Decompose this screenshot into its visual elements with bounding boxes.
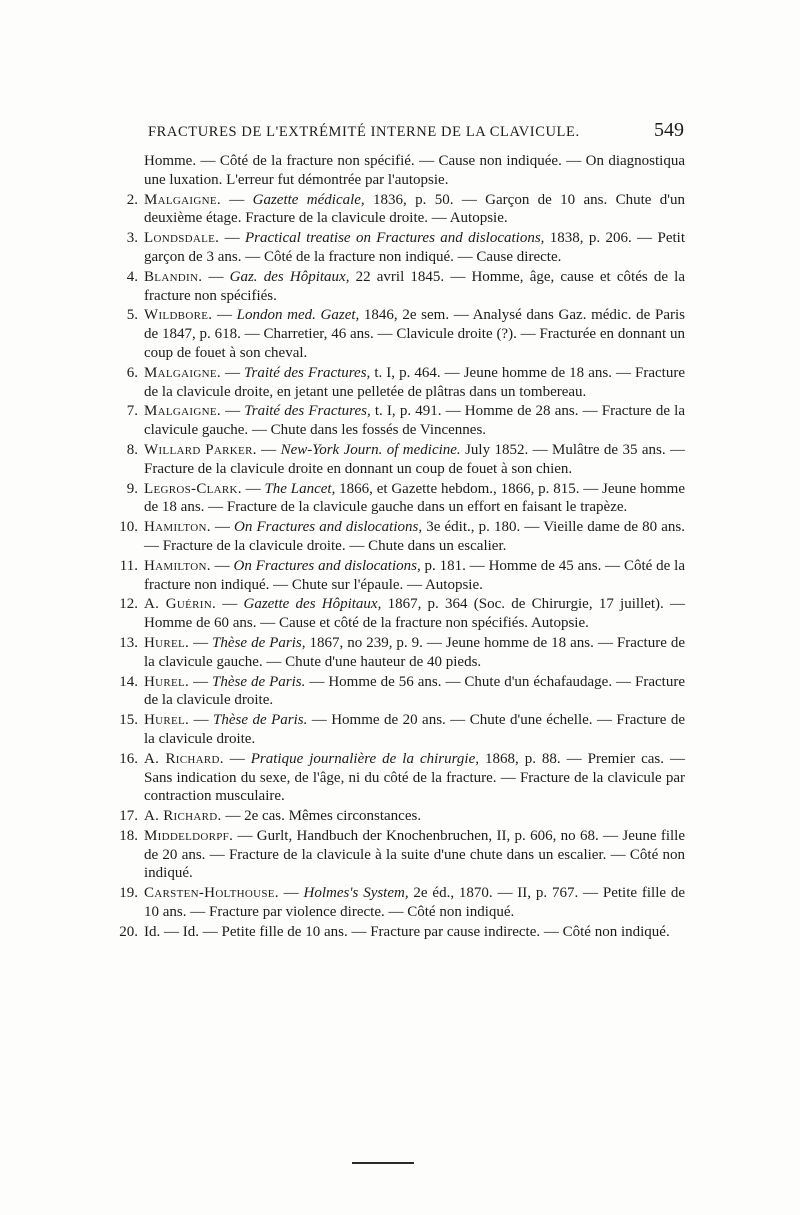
entry-author: Blandin.: [144, 268, 203, 285]
entries-container: [113, 191, 685, 942]
entry-details: 1866, et Gazette hebdom., 1866, p. 815. — Jeune homme de 18 ans. — Fracture de la clavicule gauche dans un effort en faisant le trapèze.: [144, 480, 686, 516]
entry-author: Carsten-Holthouse.: [144, 885, 279, 902]
entry-work-title: Traité des Fractures,: [244, 364, 371, 381]
entry-work-title: Traité des Fractures,: [244, 403, 371, 420]
entry-number: 11.: [119, 557, 138, 574]
entry-work-title: Gazette des Hôpitaux,: [243, 596, 382, 613]
entry-number: 10.: [119, 519, 138, 536]
entry-details: 2e cas. Mêmes circonstances.: [244, 808, 422, 825]
entry-separator: —: [210, 557, 234, 574]
entry-details: 1846, 2e sem. — Analysé dans Gaz. médic. de Paris de 1847, p. 618. — Charretier, 46 ans. — Clavicule droite (?). — Fracturée en donnant un coup de fouet à son cheval.: [144, 307, 685, 361]
entry-text: [144, 518, 685, 556]
entry-details: — Homme de 56 ans. — Chute d'un échafaudage. — Fracture de la clavicule droite.: [144, 673, 685, 709]
entry-author: Malgaigne.: [144, 191, 221, 208]
entry-separator: —: [212, 307, 237, 324]
entry-text: [144, 923, 685, 942]
list-item: [113, 229, 685, 267]
entry-author: Hamilton.: [144, 519, 211, 536]
entry-work-title: The Lancet,: [264, 480, 336, 497]
entry-details: 1867, no 239, p. 9. — Jeune homme de 18 ans. — Fracture de la clavicule gauche. — Chute d'une hauteur de 40 pieds.: [144, 634, 685, 670]
entry-text: [144, 441, 685, 479]
entry-text: [144, 306, 685, 362]
entry-work-title: Practical treatise on Fractures and dislocations,: [244, 230, 545, 247]
entry-author: Middeldorpf.: [144, 827, 234, 844]
entry-separator: —: [220, 364, 245, 381]
list-item: [113, 750, 685, 806]
list-item: [113, 595, 685, 633]
list-item: [113, 518, 685, 556]
entry-text: [144, 557, 685, 595]
list-item: [113, 268, 685, 306]
entry-author: Legros-Clark.: [144, 480, 242, 497]
entry-details: — Homme de 20 ans. — Chute d'une échelle. — Fracture de la clavicule droite.: [144, 712, 685, 747]
entry-work-title: Gazette médicale,: [252, 191, 365, 208]
entry-work-title: On Fractures and dislocations,: [234, 519, 423, 536]
entry-work-title: Pratique journalière de la chirurgie,: [250, 750, 479, 767]
entry-author: Willard Parker.: [144, 441, 257, 458]
entry-work-title: On Fractures and dislocations,: [233, 557, 421, 574]
entry-work-title: Holmes's System,: [303, 885, 409, 902]
entry-number: 16.: [119, 750, 138, 767]
entry-work-title: London med. Gazet,: [236, 307, 360, 324]
entry-work-title: New-York Journ. of medicine.: [280, 441, 461, 458]
entry-author: Hurel.: [144, 673, 190, 690]
entry-text: [144, 191, 685, 229]
entry-separator: —: [189, 673, 213, 690]
entry-separator: —: [189, 712, 214, 729]
list-item: [113, 673, 685, 711]
entry-details: 22 avril 1845. — Homme, âge, cause et côtés de la fracture non spécifiés.: [144, 268, 686, 304]
entry-author: A. Richard.: [144, 808, 222, 825]
entry-work-title: Thèse de Paris.: [213, 712, 308, 729]
entry-details: 2e éd., 1870. — II, p. 767. — Petite fille de 10 ans. — Fracture par violence directe. — Côté non indiqué.: [144, 885, 686, 921]
entry-text: [144, 364, 685, 402]
page-number: 549: [654, 119, 684, 141]
entry-separator: —: [219, 230, 245, 247]
list-item: [113, 480, 685, 518]
entry-separator: —: [210, 519, 235, 536]
list-item: [113, 441, 685, 479]
entry-author: Londsdale.: [144, 230, 220, 247]
entry-number: 6.: [126, 364, 138, 381]
entry-number: 8.: [126, 441, 138, 458]
entry-details: 1867, p. 364 (Soc. de Chirurgie, 17 juillet). — Homme de 60 ans. — Cause et côté de la fracture non spécifiés. Autopsie.: [144, 596, 686, 632]
entry-separator: —: [189, 634, 213, 651]
entry-text: [144, 634, 685, 672]
entry-author: Malgaigne.: [144, 403, 221, 420]
entry-details: 1868, p. 88. — Premier cas. — Sans indication du sexe, de l'âge, ni du côté de la fracture. — Fracture de la clavicule par contraction musculaire.: [144, 750, 686, 805]
entry-text: [144, 827, 685, 883]
entry-number: 4.: [126, 268, 138, 285]
entry-work-title: Thèse de Paris,: [212, 634, 306, 651]
entry-number: 15.: [119, 712, 138, 729]
list-item: [113, 884, 685, 922]
list-item: [113, 306, 685, 362]
list-item: [113, 364, 685, 402]
running-title: FRACTURES DE L'EXTRÉMITÉ INTERNE DE LA CLAVICULE.: [148, 124, 580, 140]
entry-text: [144, 807, 685, 826]
entry-author: A. Richard.: [144, 750, 224, 767]
entry-separator: —: [220, 191, 253, 208]
entry-details: Gurlt, Handbuch der Knochenbruchen, II, p. 606, no 68. — Jeune fille de 20 ans. — Fracture de la clavicule à la suite d'une chute dans un escalier. — Côté non indiqué.: [144, 827, 685, 882]
running-header: [148, 119, 684, 142]
entry-text: [144, 673, 685, 711]
entry-separator: —: [256, 441, 281, 458]
entry-author: Hurel.: [144, 634, 190, 651]
entry-separator: —: [216, 596, 244, 613]
entry-author: Hamilton.: [144, 557, 211, 574]
entry-author: Wildbore.: [144, 307, 213, 324]
list-item: [113, 191, 685, 229]
entry-text: [144, 402, 685, 440]
entry-text: [144, 750, 685, 806]
entry-text: [144, 229, 685, 267]
case-list: [113, 152, 685, 943]
entry-separator: —: [233, 827, 257, 844]
entry-number: 14.: [119, 673, 138, 690]
entry-details: p. 181. — Homme de 45 ans. — Côté de la fracture non indiqué. — Chute sur l'épaule. — Autopsie.: [144, 557, 686, 593]
list-item: [113, 634, 685, 672]
entry-details: 3e édit., p. 180. — Vieille dame de 80 ans. — Fracture de la clavicule droite. — Chute dans un escalier.: [144, 519, 686, 554]
list-item: [113, 557, 685, 595]
end-rule: [352, 1162, 414, 1164]
entry-details: 1836, p. 50. — Garçon de 10 ans. Chute d'un deuxième étage. Fracture de la clavicule droite. — Autopsie.: [144, 191, 685, 227]
entry-separator: —: [278, 885, 304, 902]
entry-work-title: Gaz. des Hôpitaux,: [229, 268, 350, 285]
entry-text: [144, 595, 685, 633]
entry-author: Malgaigne.: [144, 364, 221, 381]
entry-number: 5.: [126, 307, 138, 324]
entry-details: July 1852. — Mulâtre de 35 ans. — Fracture de la clavicule droite en donnant un coup de fouet à son chien.: [144, 441, 686, 477]
entry-number: 19.: [119, 885, 138, 902]
entry-number: 13.: [119, 634, 138, 651]
entry-number: 9.: [126, 480, 138, 497]
entry-number: 17.: [119, 808, 138, 825]
entry-work-title: Thèse de Paris.: [212, 673, 306, 690]
list-item: [113, 827, 685, 883]
entry-details: 1838, p. 206. — Petit garçon de 3 ans. — Côté de la fracture non indiqué. — Cause directe.: [144, 230, 686, 265]
entry-number: 12.: [119, 596, 138, 613]
list-item: [113, 923, 685, 942]
entry-details: t. I, p. 491. — Homme de 28 ans. — Fracture de la clavicule gauche. — Chute dans les fossés de Vincennes.: [144, 403, 685, 439]
entry-text: [144, 884, 685, 922]
entry-separator: —: [202, 268, 230, 285]
entry-number: 18.: [119, 827, 138, 844]
entry-number: 2.: [126, 191, 138, 208]
entry-author: Hurel.: [144, 712, 190, 729]
entry-separator: —: [220, 403, 245, 420]
entry-details: Id. — Id. — Petite fille de 10 ans. — Fracture par cause indirecte. — Côté non indiqué.: [144, 923, 670, 940]
entry-number: 7.: [126, 403, 138, 420]
list-item: [113, 807, 685, 826]
intro-paragraph: Homme. — Côté de la fracture non spécifié. — Cause non indiquée. — On diagnostiqua une luxation. L'erreur fut démontrée par l'autopsie.: [144, 153, 685, 188]
entry-separator: —: [221, 808, 245, 825]
entry-number: 20.: [119, 923, 138, 940]
entry-text: [144, 480, 685, 518]
entry-text: [144, 711, 685, 749]
entry-separator: —: [223, 750, 251, 767]
entry-details: t. I, p. 464. — Jeune homme de 18 ans. — Fracture de la clavicule droite, en jetant une pelletée de plâtras dans un tombereau.: [144, 364, 685, 400]
entry-separator: —: [241, 480, 265, 497]
list-item: [113, 711, 685, 749]
list-item: [113, 402, 685, 440]
entry-text: [144, 268, 685, 306]
entry-number: 3.: [126, 230, 138, 247]
entry-author: A. Guérin.: [144, 596, 217, 613]
